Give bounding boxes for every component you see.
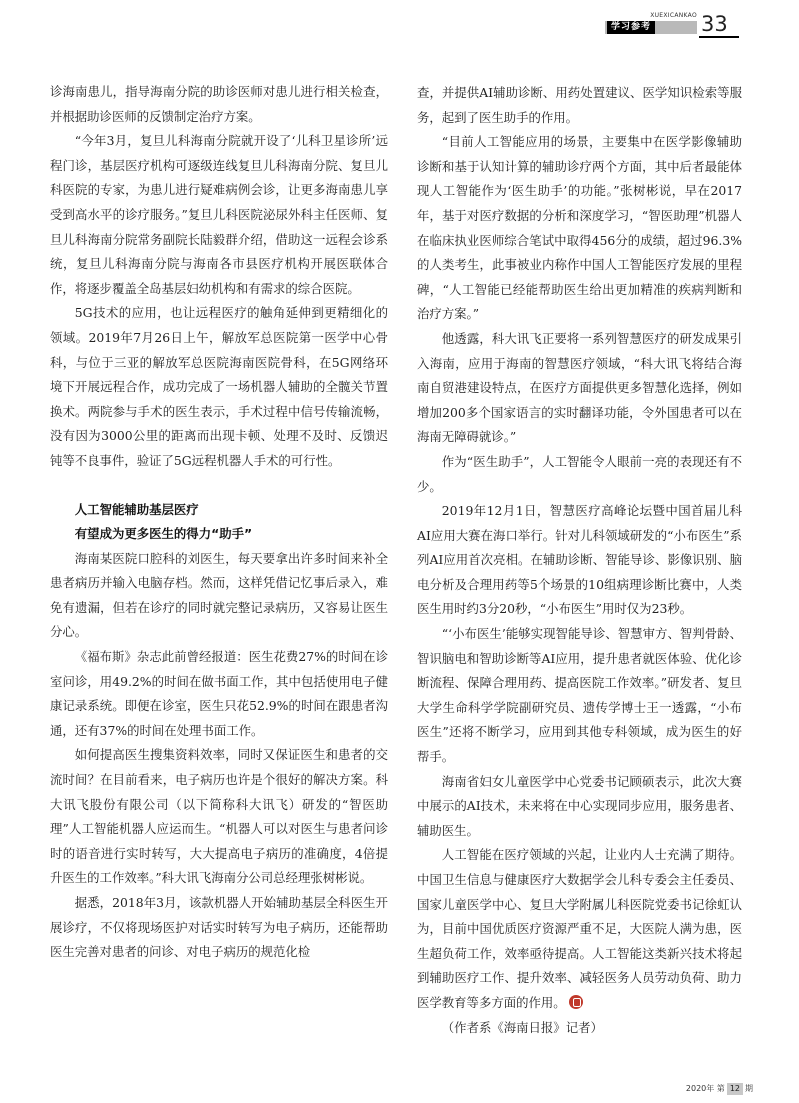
paragraph: 2019年12月1日，智慧医疗高峰论坛暨中国首届儿科AI应用大赛在海口举行。针对儿科领域研发的“小布医生”系列AI应用首次亮相。在辅助诊断、智能导诊、影像识别、脑电分析及合理用药等5个场景的10组病理诊断比赛中，人类医生用时约3分20秒，“小布医生”用时仅为23秒。: [417, 503, 742, 617]
footer-year: 2020年 第: [685, 1084, 725, 1093]
page-header: [605, 12, 755, 40]
paragraph: 5G技术的应用，也让远程医疗的触角延伸到更精细化的领域。2019年7月26日上午，解放军总医院第一医学中心骨科，与位于三亚的解放军总医院海南医院骨科，在5G网络环境下开展远程合作，成功完成了一场机器人辅助的全髋关节置换术。两院参与手术的医生表示，手术过程中信号传输流畅，没有因为3000公里的距离而出现卡顿、处理不及时、反馈迟钝等不良事件，验证了5G远程机器人手术的可行性。: [50, 305, 388, 468]
paragraph-text: 人工智能在医疗领域的兴起，让业内人士充满了期待。中国卫生信息与健康医疗大数据学会儿科专委会主任委员、国家儿童医学中心、复旦大学附属儿科医院党委书记徐虹认为，目前中国优质医疗资源严重不足，大医院人满为患，医生超负荷工作，效率亟待提高。人工智能这类新兴技术将起到辅助医疗工作、提升效率、减轻医务人员劳动负荷、助力医学教育等多方面的作用。: [417, 847, 742, 1010]
paragraph: 作为“医生助手”，人工智能令人眼前一亮的表现还有不少。: [417, 453, 742, 494]
paragraph: 《福布斯》杂志此前曾经报道：医生花费27%的时间在诊室问诊，用49.2%的时间在做书面工作，其中包括使用电子健康记录系统。即便在诊室，医生只花52.9%的时间在跟患者沟通，还有37%的时间在处理书面工作。: [50, 649, 388, 738]
paragraph: 如何提高医生搜集资料效率，同时又保证医生和患者的交流时间？在目前看来，电子病历也许是个很好的解决方案。科大讯飞股份有限公司（以下简称科大讯飞）研发的“智医助理”人工智能机器人应运而生。“机器人可以对医生与患者问诊时的语音进行实时转写，大大提高电子病历的准确度，4倍提升医生的工作效率。”科大讯飞海南分公司总经理张树彬说。: [50, 747, 388, 886]
red-seal-icon: [569, 995, 583, 1009]
footer-suffix: 期: [745, 1084, 753, 1093]
paragraph: 据悉，2018年3月，该款机器人开始辅助基层全科医生开展诊疗，不仅将现场医护对话实时转写为电子病历，还能帮助医生完善对患者的问诊、对电子病历的规范化检: [50, 895, 388, 960]
paragraph: “‘小布医生’能够实现智能导诊、智慧审方、智判骨龄、智识脑电和智助诊断等AI应用，提升患者就医体验、优化诊断流程、保障合理用药、提高医院工作效率。”研发者、复旦大学生命科学学院副研究员、遗传学博士王一透露，“小布医生”还将不断学习，应用到其他专科领域，成为医生的好帮手。: [417, 626, 742, 765]
right-column: [417, 81, 742, 1040]
header-rule: [699, 36, 739, 38]
paragraph: “今年3月，复旦儿科海南分院就开设了‘儿科卫星诊所’远程门诊，基层医疗机构可逐级连线复旦儿科海南分院、复旦儿科医院的专家，为患儿进行疑难病例会诊，让更多海南患儿享受到高水平的诊疗服务。”复旦儿科医院泌尿外科主任医师、复旦儿科海南分院常务副院长陆毅群介绍，借助这一远程会诊系统，复旦儿科海南分院与海南各市县医疗机构开展医联体合作，将逐步覆盖全岛基层妇幼机构和有需求的综合医院。: [50, 133, 388, 296]
header-title: 学习参考: [607, 21, 655, 34]
section-subheading: 有望成为更多医生的得力“助手”: [74, 526, 253, 542]
header-pinyin: XUEXICANKAO: [650, 12, 697, 19]
paragraph: 海南省妇女儿童医学中心党委书记顾硕表示，此次大赛中展示的AI技术，未来将在中心实现同步应用，服务患者、辅助医生。: [417, 773, 742, 838]
page-footer: [686, 1083, 753, 1095]
paragraph: 海南某医院口腔科的刘医生，每天要拿出许多时间来补全患者病历并输入电脑存档。然而，这样凭借记忆事后录入，难免有遗漏，但若在诊疗的同时就完整记录病历，又容易让医生分心。: [50, 550, 388, 640]
left-column: [50, 80, 388, 965]
page-number: 33: [701, 12, 728, 36]
footer-issue-number: 12: [727, 1083, 743, 1095]
paragraph: 查，并提供AI辅助诊断、用药处置建议、医学知识检索等服务，起到了医生助手的作用。: [417, 85, 742, 125]
paragraph: 诊海南患儿，指导海南分院的助诊医师对患儿进行相关检查，并根据助诊医师的反馈制定治疗方案。: [50, 84, 388, 124]
paragraph: 他透露，科大讯飞正要将一系列智慧医疗的研发成果引入海南，应用于海南的智慧医疗领域，“科大讯飞将结合海南自贸港建设特点，在医疗方面提供更多智慧化选择，例如增加200多个国家语言的实时翻译功能，令外国患者可以在海南无障碍就诊。”: [417, 330, 742, 445]
section-spacer: [50, 474, 388, 498]
final-paragraph: [417, 843, 742, 1015]
paragraph: “目前人工智能应用的场景，主要集中在医学影像辅助诊断和基于认知计算的辅助诊疗两个方面，其中后者最能体现人工智能作为‘医生助手’的功能。”张树彬说，早在2017年，基于对医疗数据的分析和深度学习，“智医助理”机器人在临床执业医师综合笔试中取得456分的成绩，超过96.3%的人类考生，此事被业内称作中国人工智能医疗发展的里程碑，“人工智能已经能帮助医生给出更加精准的疾病判断和治疗方案。”: [417, 134, 742, 322]
author-byline: （作者系《海南日报》记者）: [441, 1019, 603, 1035]
section-heading: 人工智能辅助基层医疗: [74, 501, 199, 517]
